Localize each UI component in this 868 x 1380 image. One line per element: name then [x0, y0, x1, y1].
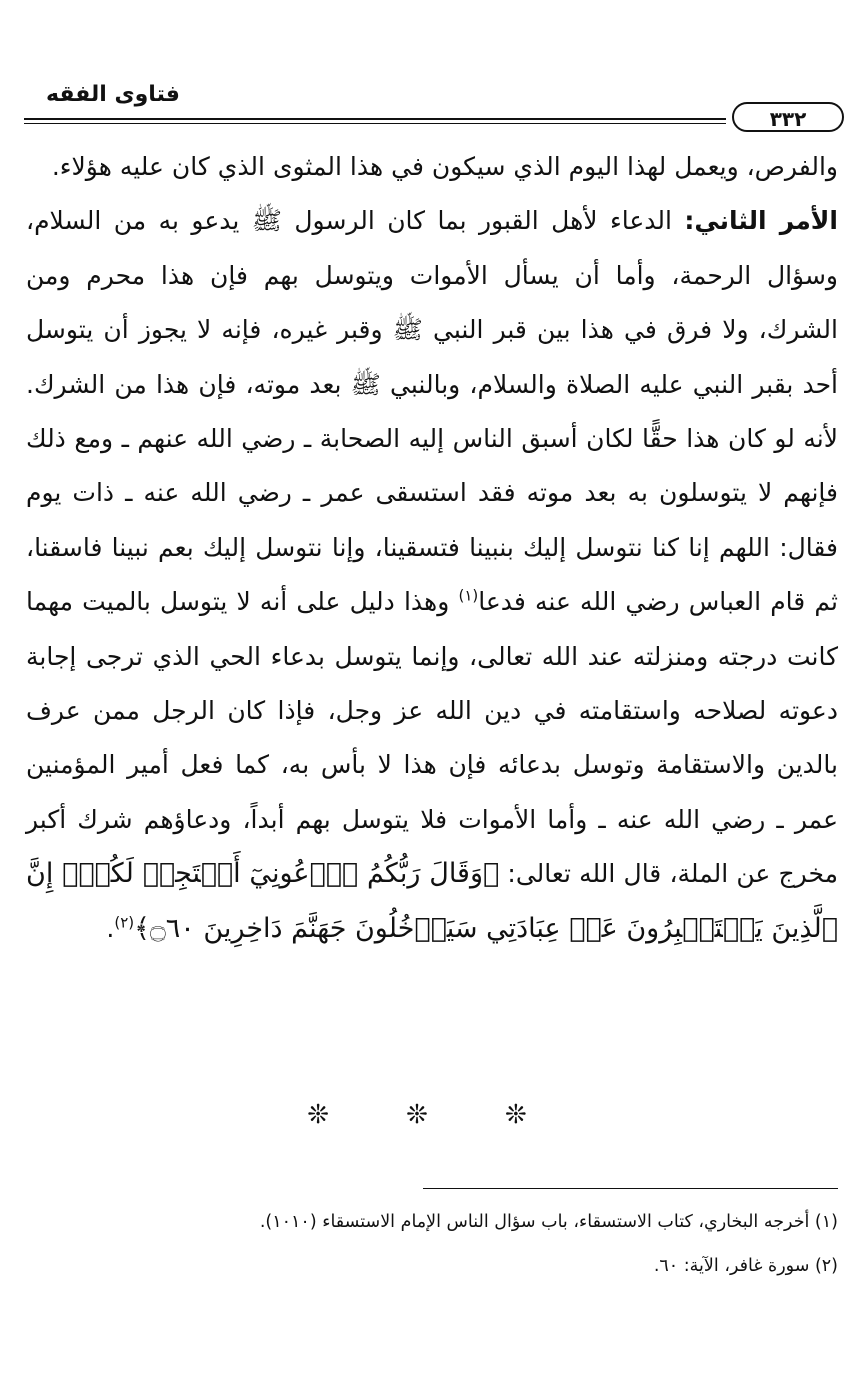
footnote-rule: [423, 1188, 838, 1189]
paragraph-2-text-b: وهذا دليل على أنه لا يتوسل بالميت مهما كانت درجته ومنزلته عند الله تعالى، وإنما يتوسل بدعاء الحي الذي ترجى إجابة دعوته لصلاحه واستقامته في دين الله عز وجل، فإذا كان الرجل ممن عرف بالدين والاستقامة وتوسل بدعائه فإن هذا لا بأس به، كما فعل أمير المؤمنين عمر ـ رضي الله عنه ـ وأما الأموات فلا يتوسل بهم أبداً، ودعاؤهم شرك أكبر مخرج عن الملة، قال الله تعالى:: [26, 587, 838, 889]
footnote-reference-2: (٢): [114, 913, 135, 932]
footnote-2: (٢) سورة غافر، الآية: ٦٠.: [653, 1256, 838, 1276]
running-title: فتاوى الفقه: [46, 82, 180, 107]
main-text: [26, 140, 838, 956]
paragraph-2: [26, 194, 838, 956]
paragraph-1: والفرص، ويعمل لهذا اليوم الذي سيكون في هذا المثوى الذي كان عليه هؤلاء.: [51, 152, 838, 181]
header-rule: [24, 118, 726, 120]
page-number: ٣٣٢: [732, 102, 844, 132]
paragraph-2-end: .: [106, 913, 115, 943]
paragraph-lead: الأمر الثاني:: [684, 206, 838, 236]
footnotes: [26, 1200, 838, 1288]
page-header: [24, 78, 844, 131]
paragraph-2-text-a: الدعاء لأهل القبور بما كان الرسول ﷺ يدعو به من السلام، وسؤال الرحمة، وأما أن يسأل الأموات ويتوسل بهم فإن هذا محرم ومن الشرك، ولا فرق في هذا بين قبر النبي ﷺ وقبر غيره، فإنه لا يجوز أن يتوسل أحد بقبر النبي عليه الصلاة والسلام، وبالنبي ﷺ بعد موته، فإن هذا من الشرك. لأنه لو كان هذا حقًّا لكان أسبق الناس إليه الصحابة ـ رضي الله عنهم ـ ومع ذلك فإنهم لا يتوسلون به بعد موته فقد استسقى عمر ـ رضي الله عنه ـ ذات يوم فقال: اللهم إنا كنا نتوسل إليك بنبينا فتسقينا، وإنا نتوسل إليك بعم نبينا فاسقنا، ثم قام العباس رضي الله عنه فدعا: [26, 206, 838, 617]
footnote-reference-1: (١): [458, 586, 479, 605]
header-rule-thin: [24, 123, 726, 124]
footnote-1: (١) أخرجه البخاري، كتاب الاستسقاء، باب سؤال الناس الإمام الاستسقاء (١٠١٠).: [259, 1212, 838, 1232]
quran-verse: ﴿وَقَالَ رَبُّكُمُ ٱدۡعُونِيٓ أَسۡتَجِبۡ لَكُمۡۚ إِنَّ ٱلَّذِينَ يَسۡتَكۡبِرُونَ عَنۡ عِبَادَتِي سَيَدۡخُلُونَ جَهَنَّمَ دَاخِرِينَ ۝٦٠﴾: [26, 858, 838, 944]
section-separator: ❊ ❊ ❊: [307, 1100, 561, 1130]
